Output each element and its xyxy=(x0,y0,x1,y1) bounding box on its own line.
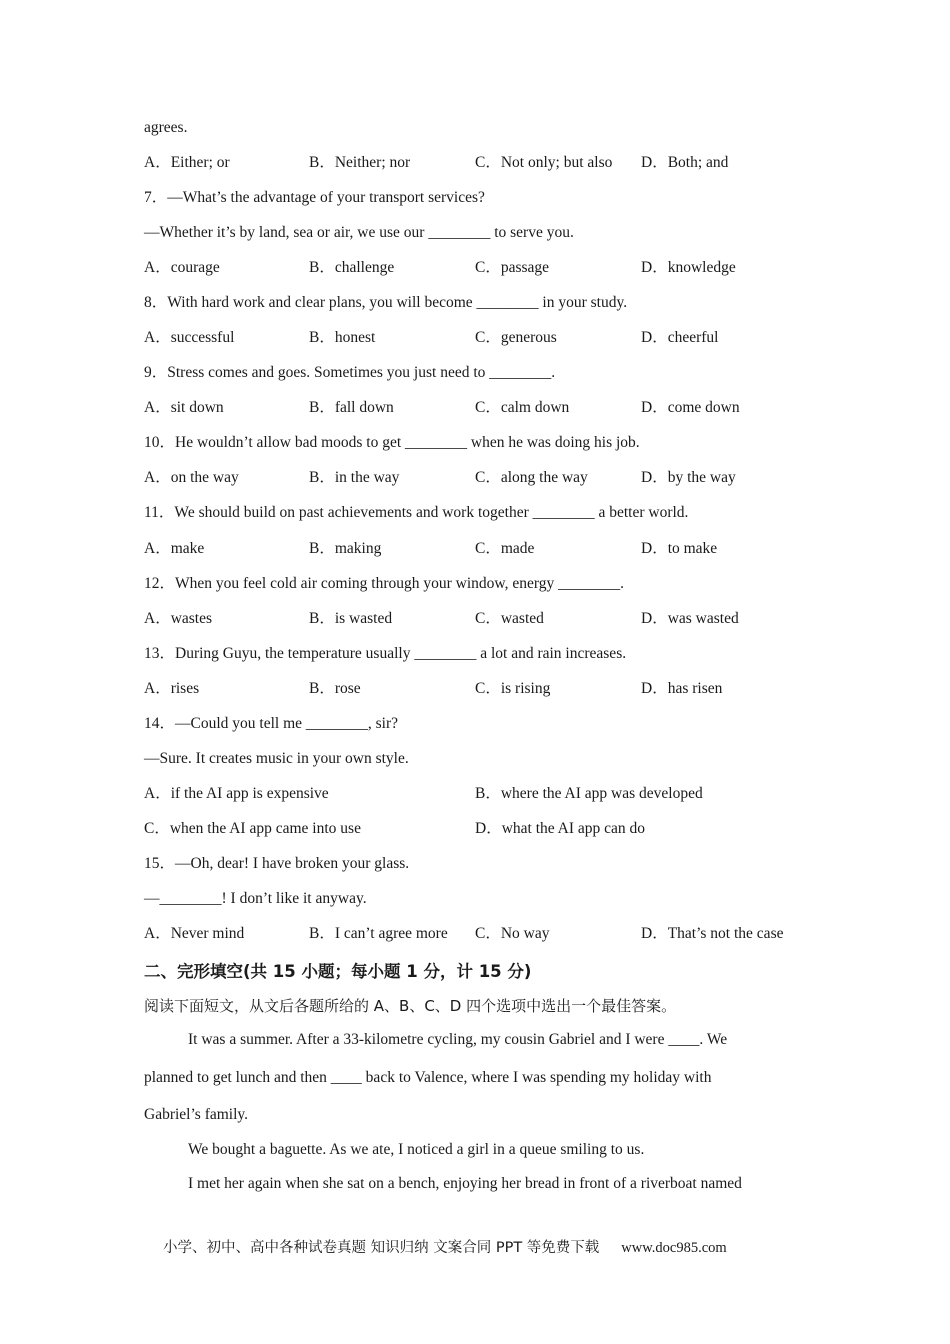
q14-stem: 14．—Could you tell me ________, sir? xyxy=(144,715,399,732)
q10-option-d: D．by the way xyxy=(641,469,736,486)
q14-option-b: B．where the AI app was developed xyxy=(475,785,703,802)
q6-option-d: D．Both; and xyxy=(641,154,729,171)
q11-option-c: C．made xyxy=(475,540,535,557)
q8-option-d: D．cheerful xyxy=(641,329,719,346)
q15-option-d: D．That’s not the case xyxy=(641,925,784,942)
q12-option-b: B．is wasted xyxy=(309,610,393,627)
q8-option-a: A．successful xyxy=(144,329,235,346)
passage-line: Gabriel’s family. xyxy=(144,1106,249,1123)
footer-url[interactable]: www.doc985.com xyxy=(621,1240,727,1256)
q6-option-c: C．Not only; but also xyxy=(475,154,613,171)
q14-option-d: D．what the AI app can do xyxy=(475,820,646,837)
q6-option-a: A．Either; or xyxy=(144,154,230,171)
q7-option-a: A．courage xyxy=(144,259,220,276)
q15-stem-reply: —________! I don’t like it anyway. xyxy=(144,890,367,907)
q9-stem: 9．Stress comes and goes. Sometimes you just need to ________. xyxy=(144,364,556,381)
q6-tail: agrees. xyxy=(144,119,188,136)
q13-option-a: A．rises xyxy=(144,680,200,697)
passage-line: It was a summer. After a 33-kilometre cycling, my cousin Gabriel and I were ____. We xyxy=(188,1031,728,1048)
q7-option-c: C．passage xyxy=(475,259,550,276)
q12-option-a: A．wastes xyxy=(144,610,213,627)
section-heading: 二、完形填空(共 15 小题；每小题 1 分，计 15 分) xyxy=(144,962,532,981)
q14-stem-reply: —Sure. It creates music in your own style. xyxy=(144,750,409,767)
q7-stem: 7．—What’s the advantage of your transport services? xyxy=(144,189,485,206)
q7-stem-reply: —Whether it’s by land, sea or air, we use our ________ to serve you. xyxy=(144,224,574,241)
q11-stem: 11．We should build on past achievements and work together ________ a better world. xyxy=(144,504,689,521)
q8-option-c: C．generous xyxy=(475,329,557,346)
q12-stem: 12．When you feel cold air coming through your window, energy ________. xyxy=(144,575,624,592)
q11-option-a: A．make xyxy=(144,540,205,557)
q13-option-b: B．rose xyxy=(309,680,361,697)
q10-option-b: B．in the way xyxy=(309,469,400,486)
q10-option-a: A．on the way xyxy=(144,469,239,486)
q10-option-c: C．along the way xyxy=(475,469,588,486)
q6-option-b: B．Neither; nor xyxy=(309,154,411,171)
q9-option-b: B．fall down xyxy=(309,399,394,416)
q10-stem: 10．He wouldn’t allow bad moods to get ________ when he was doing his job. xyxy=(144,434,640,451)
q13-option-c: C．is rising xyxy=(475,680,551,697)
q11-option-b: B．making xyxy=(309,540,382,557)
q8-stem: 8．With hard work and clear plans, you will become ________ in your study. xyxy=(144,294,628,311)
q13-option-d: D．has risen xyxy=(641,680,723,697)
passage-line: I met her again when she sat on a bench, enjoying her bread in front of a riverboat named xyxy=(188,1175,742,1192)
q9-option-a: A．sit down xyxy=(144,399,224,416)
q8-option-b: B．honest xyxy=(309,329,376,346)
q12-option-d: D．was wasted xyxy=(641,610,739,627)
q7-option-d: D．knowledge xyxy=(641,259,736,276)
q14-option-c: C．when the AI app came into use xyxy=(144,820,361,837)
page-footer xyxy=(163,1236,727,1257)
q15-stem: 15．—Oh, dear! I have broken your glass. xyxy=(144,855,410,872)
passage-line: We bought a baguette. As we ate, I noticed a girl in a queue smiling to us. xyxy=(188,1141,645,1158)
q9-option-c: C．calm down xyxy=(475,399,570,416)
section-instructions: 阅读下面短文，从文后各题所给的 A、B、C、D 四个选项中选出一个最佳答案。 xyxy=(144,997,677,1015)
q14-option-a: A．if the AI app is expensive xyxy=(144,785,329,802)
q15-option-b: B．I can’t agree more xyxy=(309,925,448,942)
footer-text: 小学、初中、高中各种试卷真题 知识归纳 文案合同 PPT 等免费下载 xyxy=(163,1240,600,1256)
q15-option-a: A．Never mind xyxy=(144,925,245,942)
q7-option-b: B．challenge xyxy=(309,259,395,276)
q13-stem: 13．During Guyu, the temperature usually ________ a lot and rain increases. xyxy=(144,645,627,662)
q12-option-c: C．wasted xyxy=(475,610,544,627)
q11-option-d: D．to make xyxy=(641,540,718,557)
q15-option-c: C．No way xyxy=(475,925,550,942)
q9-option-d: D．come down xyxy=(641,399,740,416)
passage-line: planned to get lunch and then ____ back to Valence, where I was spending my holiday with xyxy=(144,1069,712,1086)
